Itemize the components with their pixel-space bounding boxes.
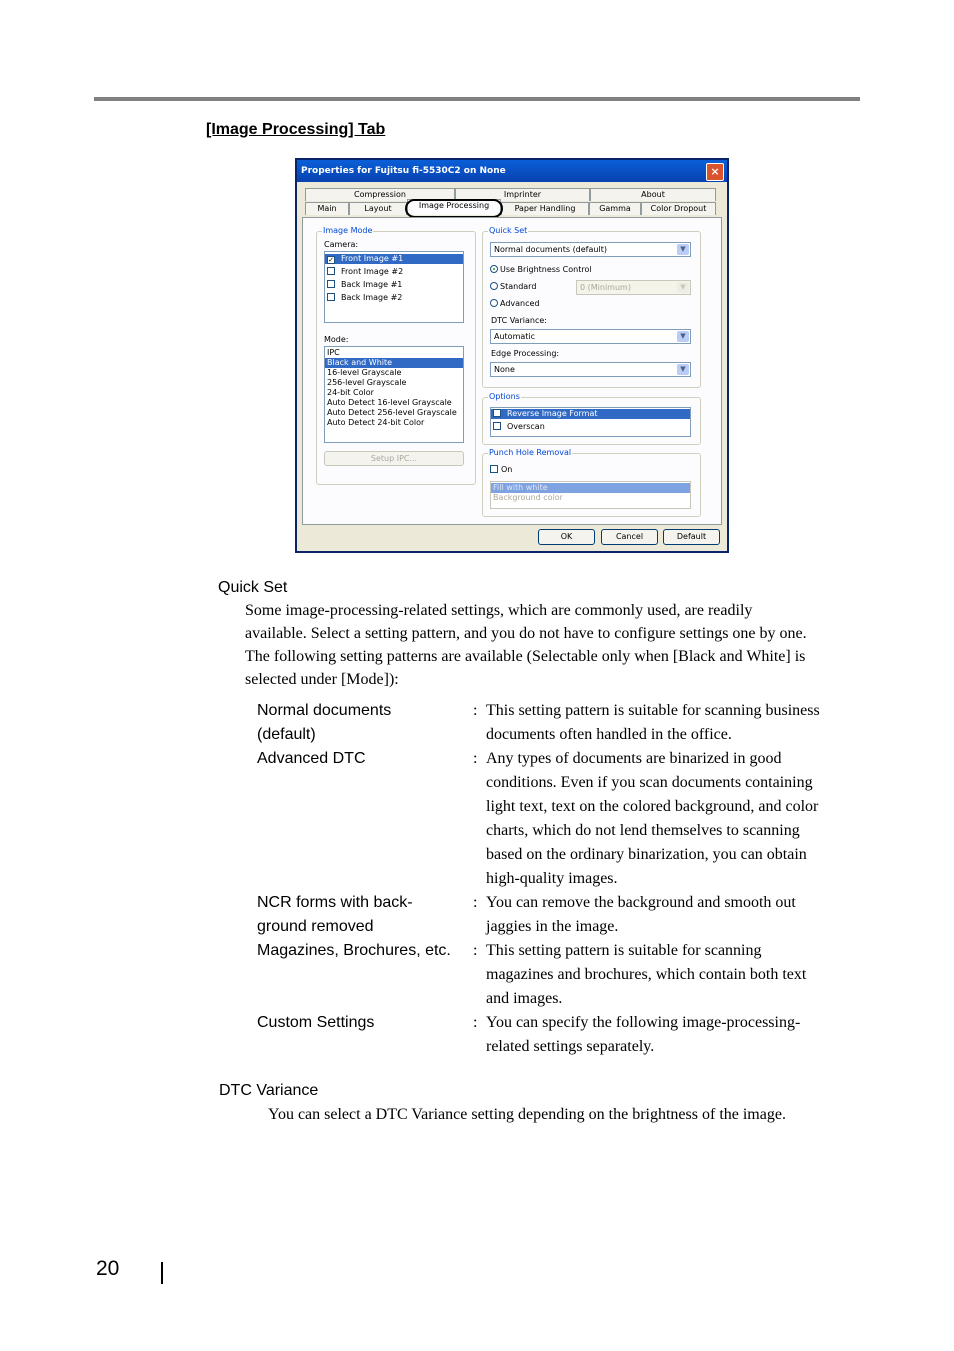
mode-item[interactable]: Black and White	[325, 358, 463, 368]
tab-image-processing[interactable]: Image Processing	[407, 199, 501, 215]
dtc-variance-heading: DTC Variance	[219, 1082, 319, 1099]
header-rule	[94, 97, 860, 101]
mode-item[interactable]: Auto Detect 256-level Grayscale	[327, 408, 457, 417]
quick-set-label: Quick Set	[489, 226, 528, 235]
camera-item[interactable]: Back Image #1	[325, 280, 463, 290]
dialog-title-bar	[297, 160, 727, 182]
checkbox-icon[interactable]	[327, 267, 335, 275]
page-number: 20	[96, 1257, 120, 1280]
checkbox-icon[interactable]: ✓	[328, 256, 334, 264]
camera-label: Camera:	[324, 240, 359, 249]
chevron-down-icon[interactable]: ▼	[677, 331, 689, 342]
camera-item[interactable]: ✓ Front Image #1	[325, 254, 463, 264]
options-group	[482, 392, 701, 445]
colon: :	[473, 942, 478, 959]
mode-item[interactable]: Auto Detect 24-bit Color	[327, 418, 425, 427]
option-item[interactable]: Overscan	[491, 422, 690, 432]
camera-item[interactable]: Back Image #2	[325, 293, 463, 303]
colon: :	[473, 702, 478, 719]
punch-hole-label: Punch Hole Removal	[489, 448, 572, 457]
quick-set-combo[interactable]	[490, 242, 691, 257]
options-list[interactable]	[490, 407, 691, 437]
checkbox-icon[interactable]	[327, 280, 335, 288]
tab-imprinter[interactable]: Imprinter	[455, 188, 590, 201]
dtc-variance-text: You can select a DTC Variance setting depending on the brightness of the image.	[268, 1106, 786, 1123]
camera-list[interactable]	[324, 251, 464, 323]
mode-list[interactable]	[324, 346, 464, 443]
checkbox-icon[interactable]	[327, 293, 335, 301]
term-ncr-forms: NCR forms with back- ground removed	[257, 894, 413, 935]
checkbox-icon[interactable]	[493, 422, 501, 430]
punch-fill-item[interactable]: Fill with white	[491, 483, 690, 493]
quick-set-heading: Quick Set	[218, 579, 288, 596]
desc-custom-settings: You can specify the following image-processing- related settings separately.	[486, 1014, 801, 1055]
dialog-title: Properties for Fujitsu fi-5530C2 on None	[301, 166, 506, 176]
desc-ncr-forms: You can remove the background and smooth out jaggies in the image.	[486, 894, 796, 935]
dtc-variance-label: DTC Variance:	[491, 316, 547, 325]
chevron-down-icon[interactable]: ▼	[677, 244, 689, 255]
quick-set-group	[482, 226, 701, 388]
colon: :	[473, 750, 478, 767]
radio-use-brightness[interactable]: Use Brightness Control	[490, 265, 592, 275]
term-custom-settings: Custom Settings	[257, 1014, 375, 1031]
edge-processing-label: Edge Processing:	[491, 349, 560, 358]
tab-main[interactable]: Main	[305, 202, 349, 215]
mode-item[interactable]: 24-bit Color	[327, 388, 374, 397]
tab-paper-handling[interactable]: Paper Handling	[501, 202, 589, 215]
tab-color-dropout[interactable]: Color Dropout	[641, 202, 716, 215]
tab-about[interactable]: About	[590, 188, 716, 201]
camera-item[interactable]: Front Image #2	[325, 267, 463, 277]
dtc-variance-combo[interactable]	[490, 329, 691, 344]
punch-hole-group	[482, 448, 701, 517]
punch-on-checkbox[interactable]: On	[490, 465, 512, 475]
checkbox-icon[interactable]	[493, 409, 501, 417]
desc-advanced-dtc: Any types of documents are binarized in good conditions. Even if you scan documents containing light text, text on the colored background, and color charts, which do not lend themselves to scanning based on the ordinary binarization, you can obtain high-quality images.	[486, 750, 819, 887]
radio-standard[interactable]: Standard	[490, 282, 536, 292]
term-normal-documents: Normal documents (default)	[257, 702, 392, 743]
close-icon[interactable]: ×	[706, 163, 724, 181]
colon: :	[473, 894, 478, 911]
desc-magazines: This setting pattern is suitable for scanning magazines and brochures, which contain both text and images.	[486, 942, 807, 1007]
radio-icon[interactable]	[490, 299, 498, 307]
checkbox-icon[interactable]	[490, 465, 498, 473]
radio-advanced[interactable]: Advanced	[490, 299, 540, 309]
tab-highlight-ring	[405, 199, 503, 218]
term-magazines: Magazines, Brochures, etc.	[257, 942, 451, 959]
mode-item[interactable]: 256-level Grayscale	[327, 378, 407, 387]
cancel-button[interactable]: Cancel	[601, 529, 658, 545]
image-mode-group	[316, 226, 476, 485]
radio-selected-icon[interactable]	[490, 265, 498, 273]
dtc-variance-value: Automatic	[494, 332, 536, 341]
chevron-down-icon[interactable]: ▼	[677, 282, 689, 293]
tab-layout[interactable]: Layout	[349, 202, 407, 215]
desc-normal-documents: This setting pattern is suitable for scanning business documents often handled in the office.	[486, 702, 820, 743]
mode-item[interactable]: 16-level Grayscale	[327, 368, 402, 377]
punch-fill-item[interactable]: Background color	[493, 493, 563, 502]
edge-processing-combo[interactable]	[490, 362, 691, 377]
mode-item[interactable]: Auto Detect 16-level Grayscale	[327, 398, 452, 407]
quick-set-value: Normal documents (default)	[494, 245, 607, 254]
image-mode-label: Image Mode	[323, 226, 373, 235]
tab-compression[interactable]: Compression	[305, 188, 455, 201]
setup-ipc-button[interactable]: Setup IPC...	[324, 451, 464, 466]
term-advanced-dtc: Advanced DTC	[257, 750, 366, 767]
ok-button[interactable]: OK	[538, 529, 595, 545]
quick-set-paragraph: Some image-processing-related settings, which are commonly used, are readily available. Select a setting pattern, and you do not have to configure settings one by one. The following setting patterns are available (Selectable only when [Black and White] is selected under [Mode]):	[245, 602, 807, 688]
section-heading: [Image Processing] Tab	[206, 121, 386, 138]
page-number-divider	[161, 1262, 163, 1284]
tab-gamma[interactable]: Gamma	[589, 202, 641, 215]
tab-page	[302, 217, 722, 525]
punch-fill-list[interactable]	[490, 481, 691, 509]
radio-icon[interactable]	[490, 282, 498, 290]
standard-value: 0 (Minimum)	[580, 283, 631, 292]
properties-dialog	[295, 158, 729, 553]
default-button[interactable]: Default	[663, 529, 720, 545]
options-label: Options	[489, 392, 520, 401]
edge-processing-value: None	[494, 365, 515, 374]
option-item[interactable]: Reverse Image Format	[491, 409, 690, 419]
mode-label: Mode:	[324, 335, 349, 344]
colon: :	[473, 1014, 478, 1031]
mode-item[interactable]: IPC	[327, 348, 340, 357]
standard-combo[interactable]	[576, 280, 691, 295]
chevron-down-icon[interactable]: ▼	[677, 364, 689, 375]
